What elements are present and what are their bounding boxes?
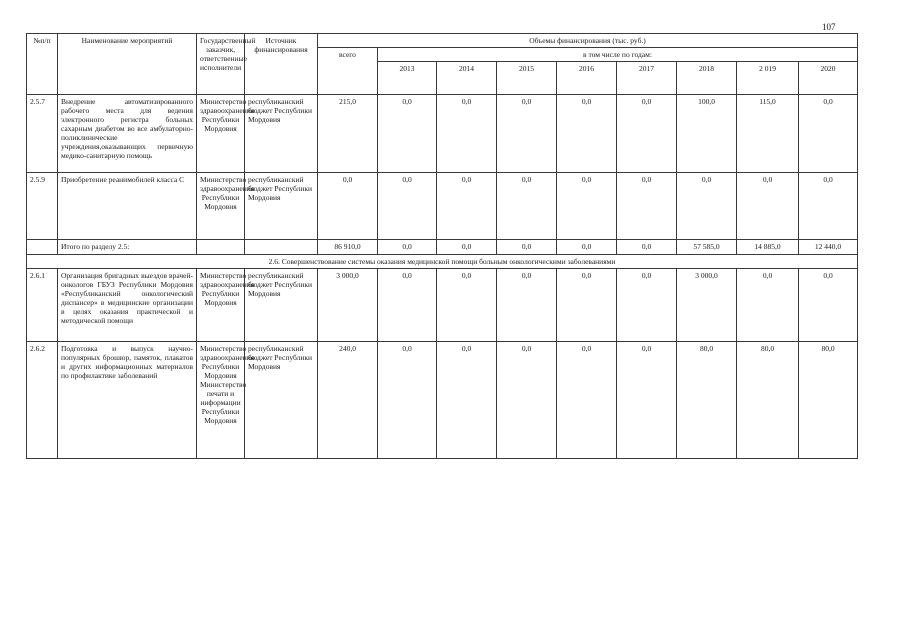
row-source: республиканский бюджет Республики Мордовия — [245, 95, 318, 173]
row-total: 215,0 — [318, 95, 378, 173]
row-year-value: 0,0 — [737, 173, 799, 240]
row-year-value: 80,0 — [677, 342, 737, 459]
header-year: 2015 — [497, 62, 557, 95]
row-year-value: 0,0 — [497, 269, 557, 342]
row-year-value: 0,0 — [557, 173, 617, 240]
row-total: 0,0 — [318, 173, 378, 240]
row-source: республиканский бюджет Республики Мордовия — [245, 269, 318, 342]
row-year-value: 100,0 — [677, 95, 737, 173]
row-year-value: 0,0 — [617, 173, 677, 240]
row-total: 3 000,0 — [318, 269, 378, 342]
row-year-value: 0,0 — [617, 269, 677, 342]
row-num: 2.5.9 — [27, 173, 58, 240]
row-num: 2.6.1 — [27, 269, 58, 342]
row-year-value: 0,0 — [737, 269, 799, 342]
row-customer: Министерство здравоохранения Республики Мордовия Министерство печати и информации Республики Мордовия — [197, 342, 245, 459]
row-year-value: 0,0 — [557, 95, 617, 173]
row-year-value: 0,0 — [378, 342, 437, 459]
header-incl-years: в том числе по годам: — [378, 48, 858, 62]
subtotal-year-value: 0,0 — [437, 240, 497, 255]
row-year-value: 0,0 — [437, 173, 497, 240]
row-source: республиканский бюджет Республики Мордовия — [245, 173, 318, 240]
header-customer: Государственный заказчик, ответственные исполнители — [197, 34, 245, 95]
row-year-value: 0,0 — [378, 269, 437, 342]
subtotal-year-value: 12 440,0 — [799, 240, 858, 255]
row-name: Приобретение реанимобилей класса С — [58, 173, 197, 240]
row-customer: Министерство здравоохранения Республики Мордовия — [197, 173, 245, 240]
row-num: 2.5.7 — [27, 95, 58, 173]
header-name: Наименование мероприятий — [58, 34, 197, 95]
subtotal-year-value: 57 585,0 — [677, 240, 737, 255]
header-year: 2013 — [378, 62, 437, 95]
header-year: 2 019 — [737, 62, 799, 95]
section-title: 2.6. Совершенствование системы оказания медицинской помощи больным онкологическими заболеваниями — [27, 255, 858, 269]
subtotal-total: 86 910,0 — [318, 240, 378, 255]
row-year-value: 0,0 — [497, 173, 557, 240]
header-volumes: Объемы финансирования (тыс. руб.) — [318, 34, 858, 48]
table-row — [27, 95, 858, 173]
row-customer: Министерство здравоохранения Республики Мордовия — [197, 269, 245, 342]
row-year-value: 0,0 — [799, 173, 858, 240]
row-name: Подготовка и выпуск научно-популярных брошюр, памяток, плакатов и других информационных материалов по профилактике заболеваний — [58, 342, 197, 459]
header-year: 2016 — [557, 62, 617, 95]
subtotal-year-value: 0,0 — [617, 240, 677, 255]
header-year: 2017 — [617, 62, 677, 95]
row-num: 2.6.2 — [27, 342, 58, 459]
row-year-value: 0,0 — [617, 342, 677, 459]
subtotal-row — [27, 240, 858, 255]
subtotal-year-value: 0,0 — [497, 240, 557, 255]
row-name: Внедрение автоматизированного рабочего места для ведения электронного регистра больных сахарным диабетом во все амбулаторно-поликлинические учреждения,оказывающих первичную медико-санитарную помощь — [58, 95, 197, 173]
row-source: республиканский бюджет Республики Мордовия — [245, 342, 318, 459]
row-year-value: 0,0 — [497, 342, 557, 459]
row-year-value: 3 000,0 — [677, 269, 737, 342]
row-year-value: 0,0 — [437, 269, 497, 342]
row-total: 240,0 — [318, 342, 378, 459]
row-year-value: 0,0 — [437, 342, 497, 459]
row-year-value: 80,0 — [737, 342, 799, 459]
header-year: 2018 — [677, 62, 737, 95]
row-year-value: 0,0 — [378, 95, 437, 173]
subtotal-year-value: 14 885,0 — [737, 240, 799, 255]
row-year-value: 0,0 — [378, 173, 437, 240]
header-total: всего — [318, 48, 378, 95]
subtotal-year-value: 0,0 — [557, 240, 617, 255]
subtotal-label: Итого по разделу 2.5: — [58, 240, 197, 255]
header-num: №п/п — [27, 34, 58, 95]
row-year-value: 115,0 — [737, 95, 799, 173]
row-year-value: 0,0 — [677, 173, 737, 240]
row-year-value: 0,0 — [497, 95, 557, 173]
page-number: 107 — [822, 22, 836, 32]
header-year: 2020 — [799, 62, 858, 95]
table-row — [27, 173, 858, 240]
row-year-value: 80,0 — [799, 342, 858, 459]
header-year: 2014 — [437, 62, 497, 95]
row-year-value: 0,0 — [617, 95, 677, 173]
row-customer: Министерство здравоохранения Республики Мордовия — [197, 95, 245, 173]
table-row — [27, 269, 858, 342]
row-year-value: 0,0 — [799, 269, 858, 342]
table-row — [27, 342, 858, 459]
row-year-value: 0,0 — [437, 95, 497, 173]
subtotal-year-value: 0,0 — [378, 240, 437, 255]
financing-table — [26, 33, 858, 459]
row-year-value: 0,0 — [557, 269, 617, 342]
row-name: Организация бригадных выездов врачей-онкологов ГБУЗ Республики Мордовия «Республиканский онкологический диспансер» в медицинские организации в целях оказания практической и методической помощи — [58, 269, 197, 342]
section-row — [27, 255, 858, 269]
row-year-value: 0,0 — [557, 342, 617, 459]
header-source: Источник финансирования — [245, 34, 318, 95]
row-year-value: 0,0 — [799, 95, 858, 173]
